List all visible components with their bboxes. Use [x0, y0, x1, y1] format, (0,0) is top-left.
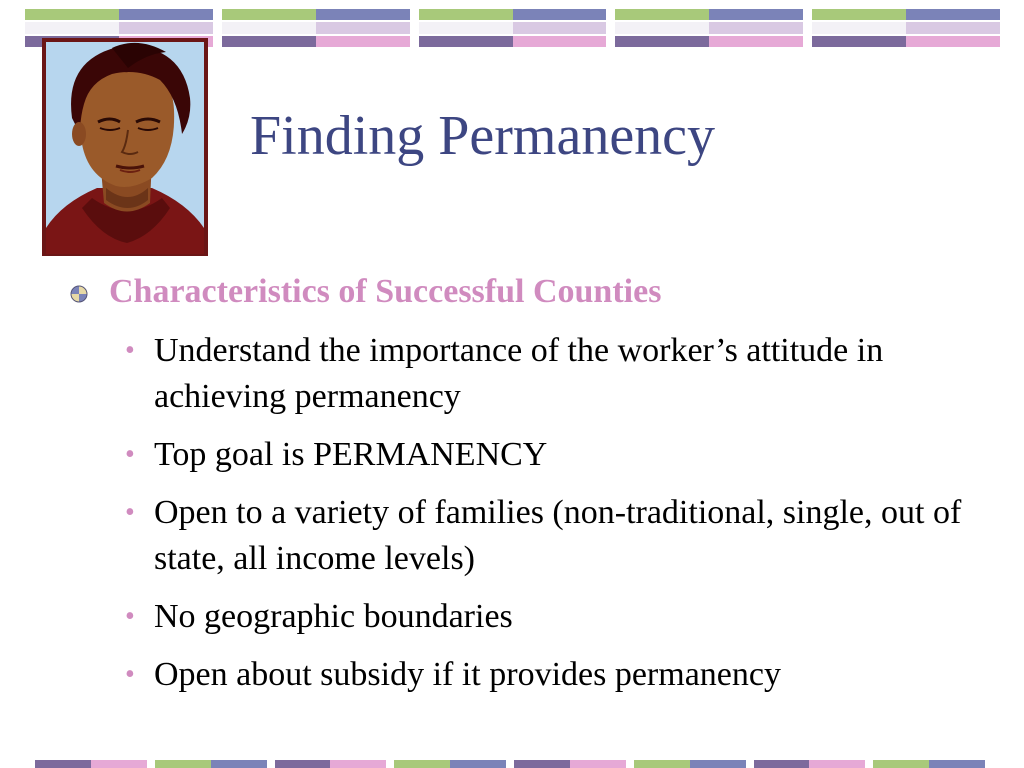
band-group — [615, 9, 803, 47]
bullet-list — [125, 328, 985, 710]
bullet-icon: • — [125, 497, 135, 528]
bullet-text: Top goal is PERMANENCY — [154, 436, 548, 473]
list-item — [125, 490, 985, 582]
bullet-icon: • — [125, 335, 135, 366]
bottom-decorative-band — [35, 760, 985, 768]
bullet-text: No geographic boundaries — [154, 598, 513, 635]
list-item — [125, 594, 985, 640]
band-group — [275, 760, 387, 768]
bullet-text: Understand the importance of the worker’s attitude in achieving permanency — [154, 332, 884, 415]
band-group — [634, 760, 746, 768]
band-group — [812, 9, 1000, 47]
list-item — [125, 328, 985, 420]
bullet-icon: • — [125, 601, 135, 632]
band-group — [222, 9, 410, 47]
band-group — [35, 760, 147, 768]
bullet-text: Open to a variety of families (non-traditional, single, out of state, all income levels) — [154, 494, 962, 577]
band-group — [514, 760, 626, 768]
band-group — [419, 9, 607, 47]
section-heading: Characteristics of Successful Counties — [109, 273, 662, 310]
bullet-text: Open about subsidy if it provides permanency — [154, 656, 781, 693]
band-group — [754, 760, 866, 768]
band-group — [155, 760, 267, 768]
bullet-icon: • — [125, 439, 135, 470]
band-group — [394, 760, 506, 768]
band-group — [873, 760, 985, 768]
woman-portrait-clipart — [42, 38, 208, 256]
heading-row — [70, 268, 661, 316]
bullet-icon: • — [125, 659, 135, 690]
slide-title: Finding Permanency — [250, 105, 716, 167]
quartered-circle-bullet-icon — [70, 285, 88, 303]
list-item — [125, 652, 985, 698]
list-item — [125, 432, 985, 478]
